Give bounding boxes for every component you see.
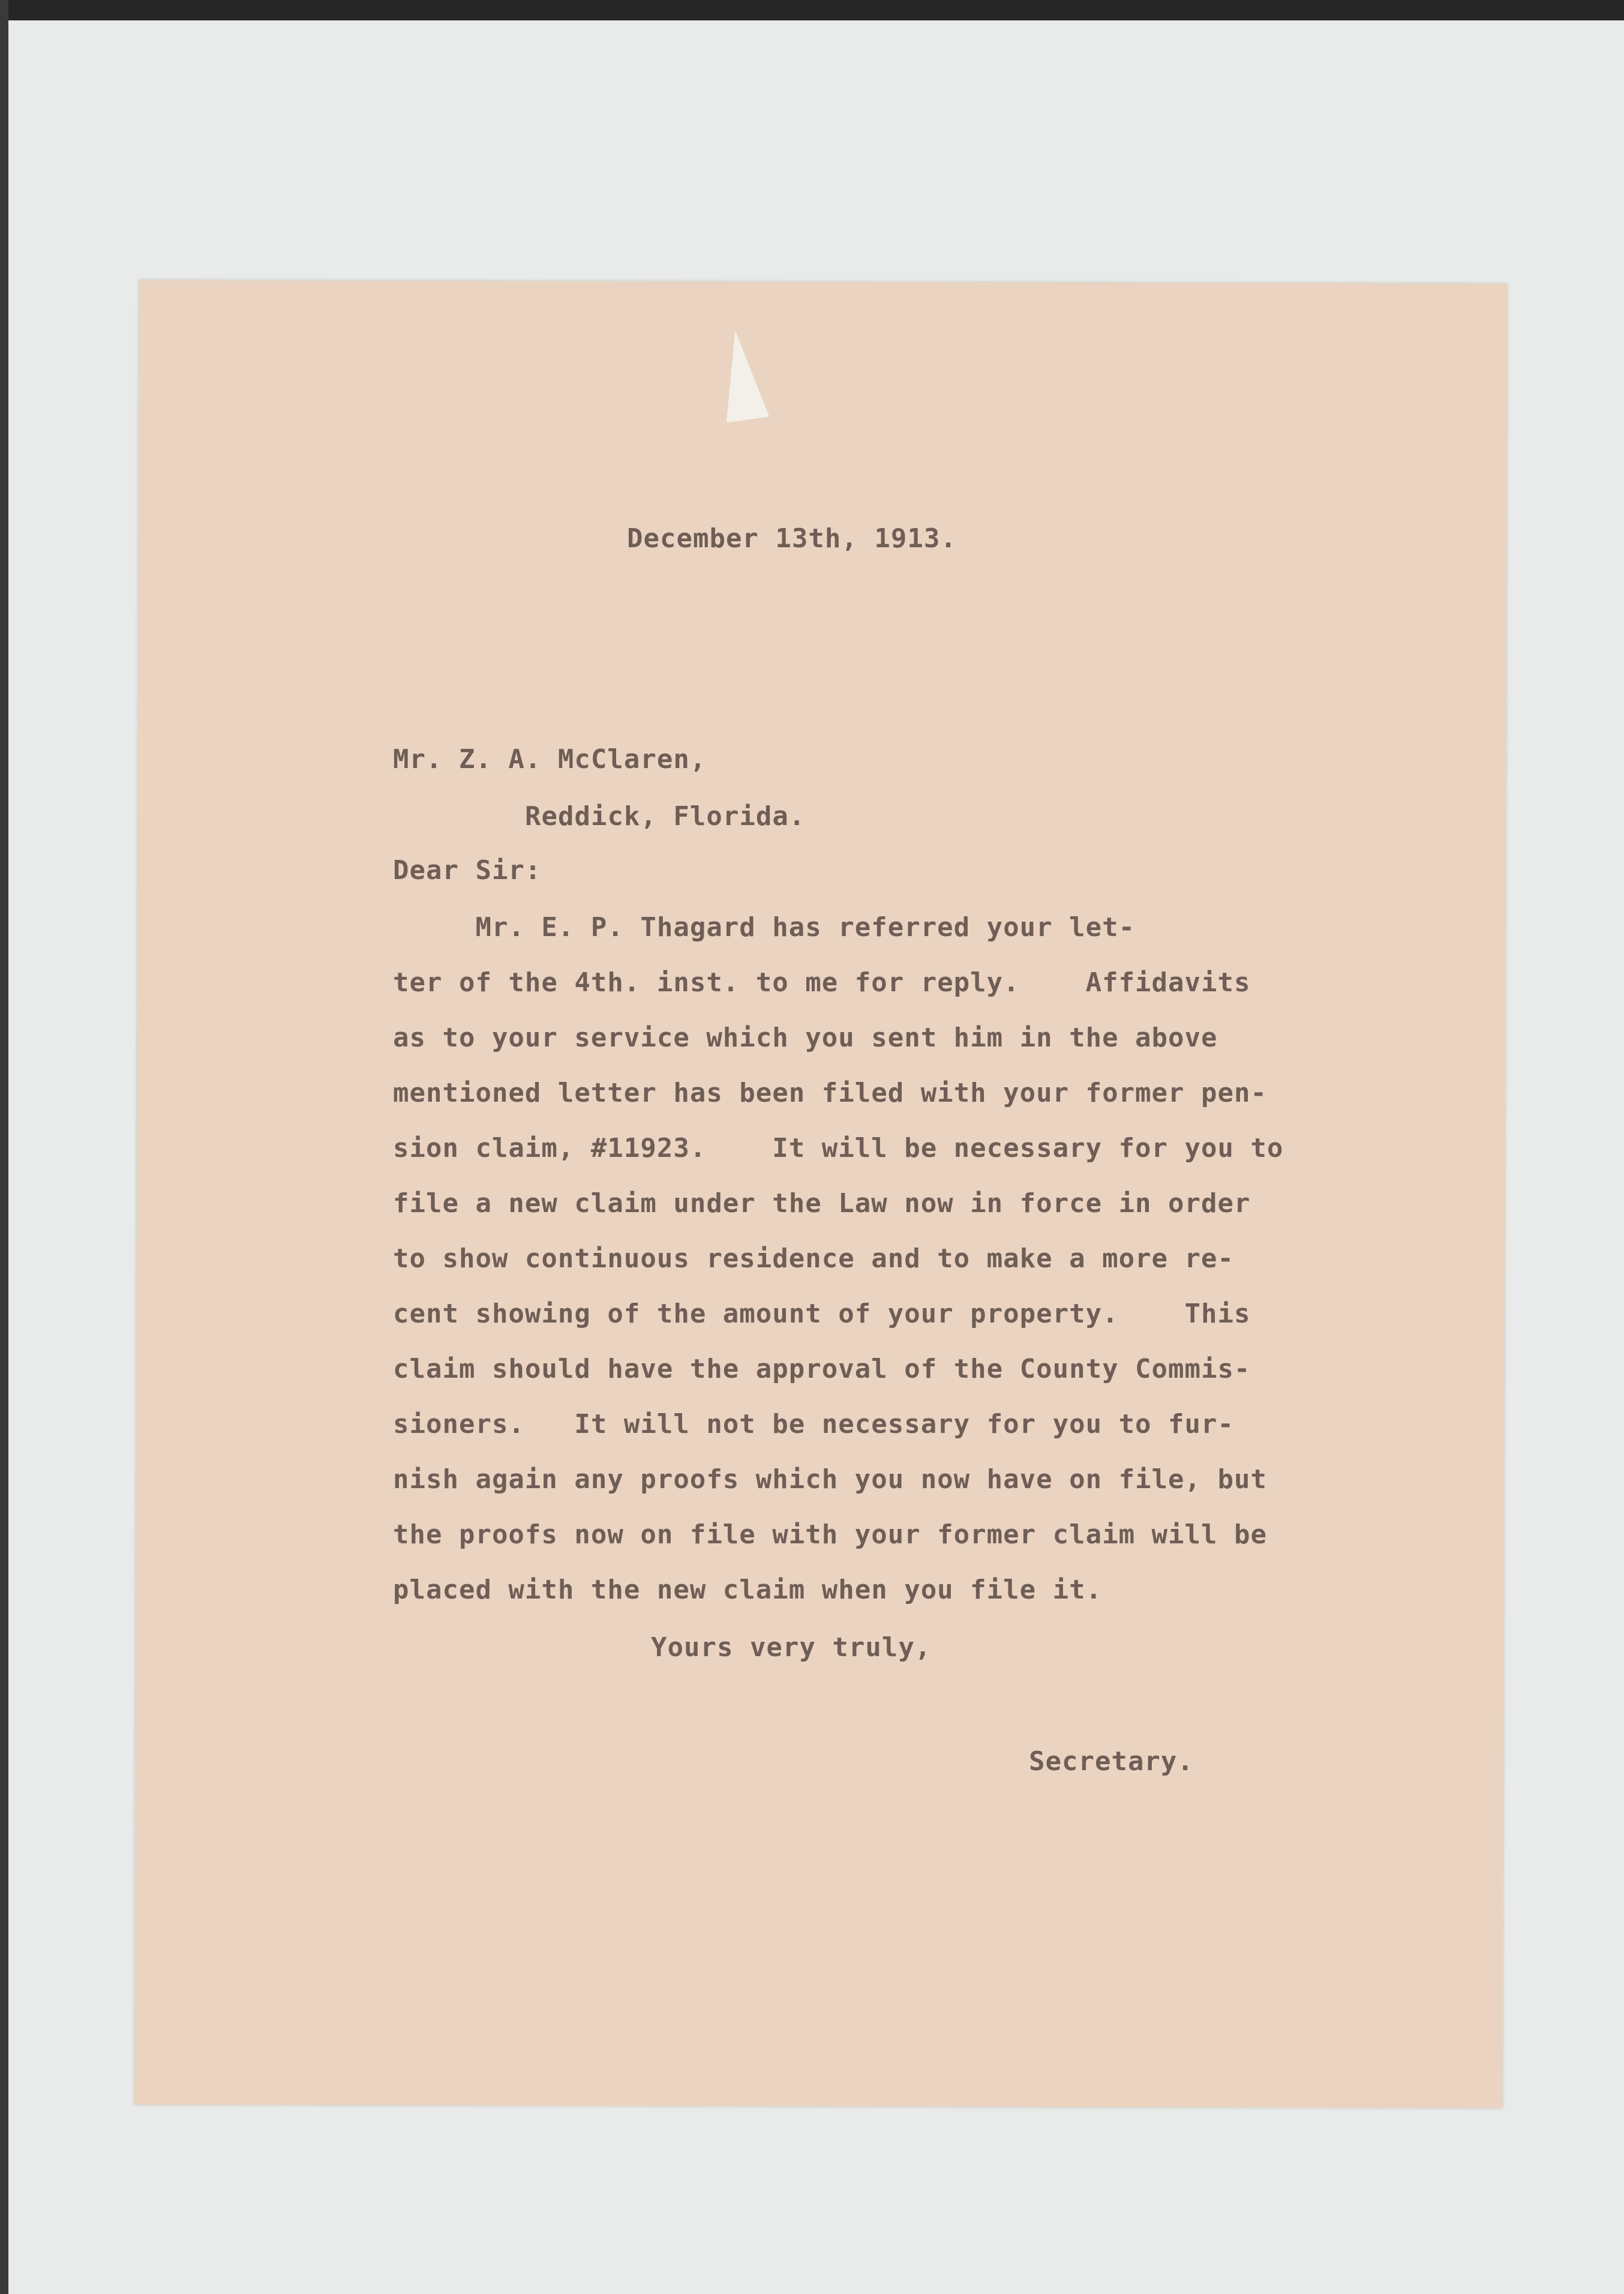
body-line: as to your service which you sent him in the above	[393, 1022, 1218, 1053]
body-line: the proofs now on file with your former claim will be	[393, 1519, 1267, 1550]
body-line: file a new claim under the Law now in force in order	[393, 1188, 1251, 1219]
body-line: mentioned letter has been filed with your former pen-	[393, 1078, 1267, 1108]
signature-title: Secretary.	[1029, 1746, 1194, 1777]
salutation: Dear Sir:	[393, 855, 542, 886]
body-line: to show continuous residence and to make a more re-	[393, 1243, 1235, 1274]
body-line: Mr. E. P. Thagard has referred your let-	[393, 912, 1136, 943]
body-line: ter of the 4th. inst. to me for reply. Affidavits	[393, 967, 1251, 998]
scan-border-left	[0, 0, 8, 2294]
body-line: sioners. It will not be necessary for you to fur-	[393, 1409, 1235, 1440]
body-line: claim should have the approval of the County Commis-	[393, 1354, 1251, 1384]
addressee-city: Reddick, Florida.	[525, 801, 806, 832]
scan-border-top	[0, 0, 1624, 20]
closing: Yours very truly,	[651, 1632, 932, 1663]
body-line: cent showing of the amount of your property. This	[393, 1299, 1251, 1329]
body-line: placed with the new claim when you file it.	[393, 1575, 1103, 1605]
addressee-name: Mr. Z. A. McClaren,	[393, 744, 707, 775]
body-line: sion claim, #11923. It will be necessary for you to	[393, 1133, 1284, 1164]
letter-date: December 13th, 1913.	[627, 523, 957, 554]
body-line: nish again any proofs which you now have on file, but	[393, 1464, 1267, 1495]
